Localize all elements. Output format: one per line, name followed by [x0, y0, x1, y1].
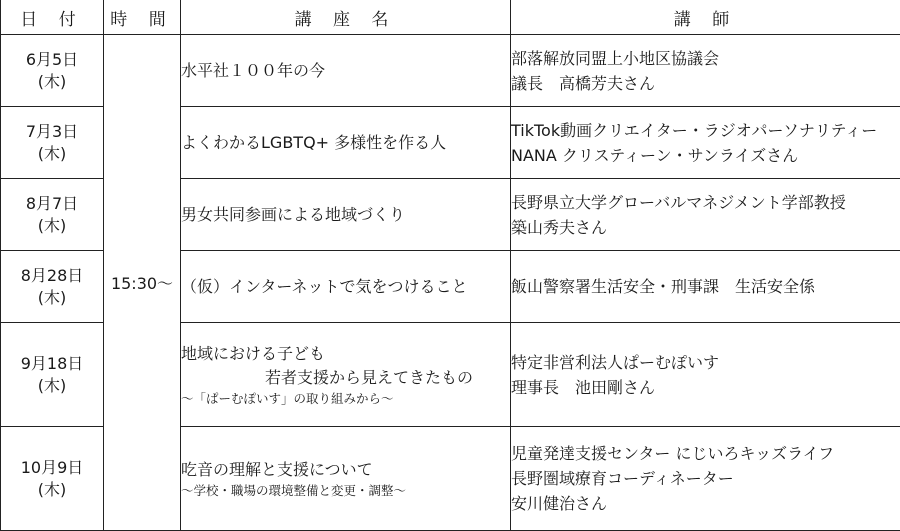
title-cell	[181, 35, 511, 107]
title-subtitle: ～学校・職場の環境整備と変更・調整～	[181, 482, 510, 500]
weekday-text: (木)	[1, 287, 103, 309]
lecturer-cell	[511, 179, 900, 251]
table-row	[1, 35, 900, 107]
date-cell	[1, 251, 104, 323]
header-time: 時 間	[104, 0, 181, 35]
lecturer-text: 理事長 池田剛さん	[511, 375, 900, 400]
date-text: 6月5日	[1, 49, 103, 71]
time-cell: 15:30～	[104, 35, 181, 531]
title-text: （仮）インターネットで気をつけること	[181, 275, 510, 299]
lecturer-cell	[511, 251, 900, 323]
title-cell	[181, 251, 511, 323]
lecturer-text: NANA クリスティーン・サンライズさん	[511, 143, 900, 168]
lecturer-cell	[511, 427, 900, 531]
header-row	[1, 0, 900, 35]
date-text: 8月7日	[1, 193, 103, 215]
lecturer-text: 長野圏域療育コーディネーター	[511, 466, 900, 491]
title-cell	[181, 179, 511, 251]
title-text: よくわかるLGBTQ+ 多様性を作る人	[181, 131, 510, 155]
date-cell	[1, 427, 104, 531]
weekday-text: (木)	[1, 143, 103, 165]
lecturer-text: 部落解放同盟上小地区協議会	[511, 46, 900, 71]
title-subtitle: ～「ぱーむぽいす」の取り組みから～	[181, 390, 510, 408]
weekday-text: (木)	[1, 479, 103, 501]
lecturer-text: 築山秀夫さん	[511, 215, 900, 240]
weekday-text: (木)	[1, 71, 103, 93]
title-text: 水平社１００年の今	[181, 59, 510, 83]
date-cell	[1, 179, 104, 251]
weekday-text: (木)	[1, 215, 103, 237]
title-cell	[181, 323, 511, 427]
title-cell	[181, 427, 511, 531]
title-text: 吃音の理解と支援について	[181, 458, 510, 482]
title-text: 男女共同参画による地域づくり	[181, 203, 510, 227]
weekday-text: (木)	[1, 375, 103, 397]
title-text: 地域における子ども	[181, 342, 510, 366]
lecturer-cell	[511, 35, 900, 107]
date-cell	[1, 107, 104, 179]
date-text: 7月3日	[1, 121, 103, 143]
date-text: 8月28日	[1, 265, 103, 287]
header-date: 日 付	[1, 0, 104, 35]
lecturer-text: 特定非営利法人ぱーむぽいす	[511, 350, 900, 375]
lecturer-text: 飯山警察署生活安全・刑事課 生活安全係	[511, 274, 900, 299]
header-lecturer: 講 師	[511, 0, 900, 35]
date-cell	[1, 323, 104, 427]
title-cell	[181, 107, 511, 179]
lecturer-text: 長野県立大学グローバルマネジメント学部教授	[511, 190, 900, 215]
lecturer-text: TikTok動画クリエイター・ラジオパーソナリティー	[511, 118, 900, 143]
lecturer-text: 児童発達支援センター にじいろキッズライフ	[511, 441, 900, 466]
header-title: 講 座 名	[181, 0, 511, 35]
date-text: 9月18日	[1, 353, 103, 375]
title-text: 若者支援から見えてきたもの	[181, 366, 510, 390]
date-cell	[1, 35, 104, 107]
lecturer-text: 安川健治さん	[511, 491, 900, 516]
lecturer-cell	[511, 323, 900, 427]
lecturer-cell	[511, 107, 900, 179]
date-text: 10月9日	[1, 457, 103, 479]
lecturer-text: 議長 高橋芳夫さん	[511, 71, 900, 96]
